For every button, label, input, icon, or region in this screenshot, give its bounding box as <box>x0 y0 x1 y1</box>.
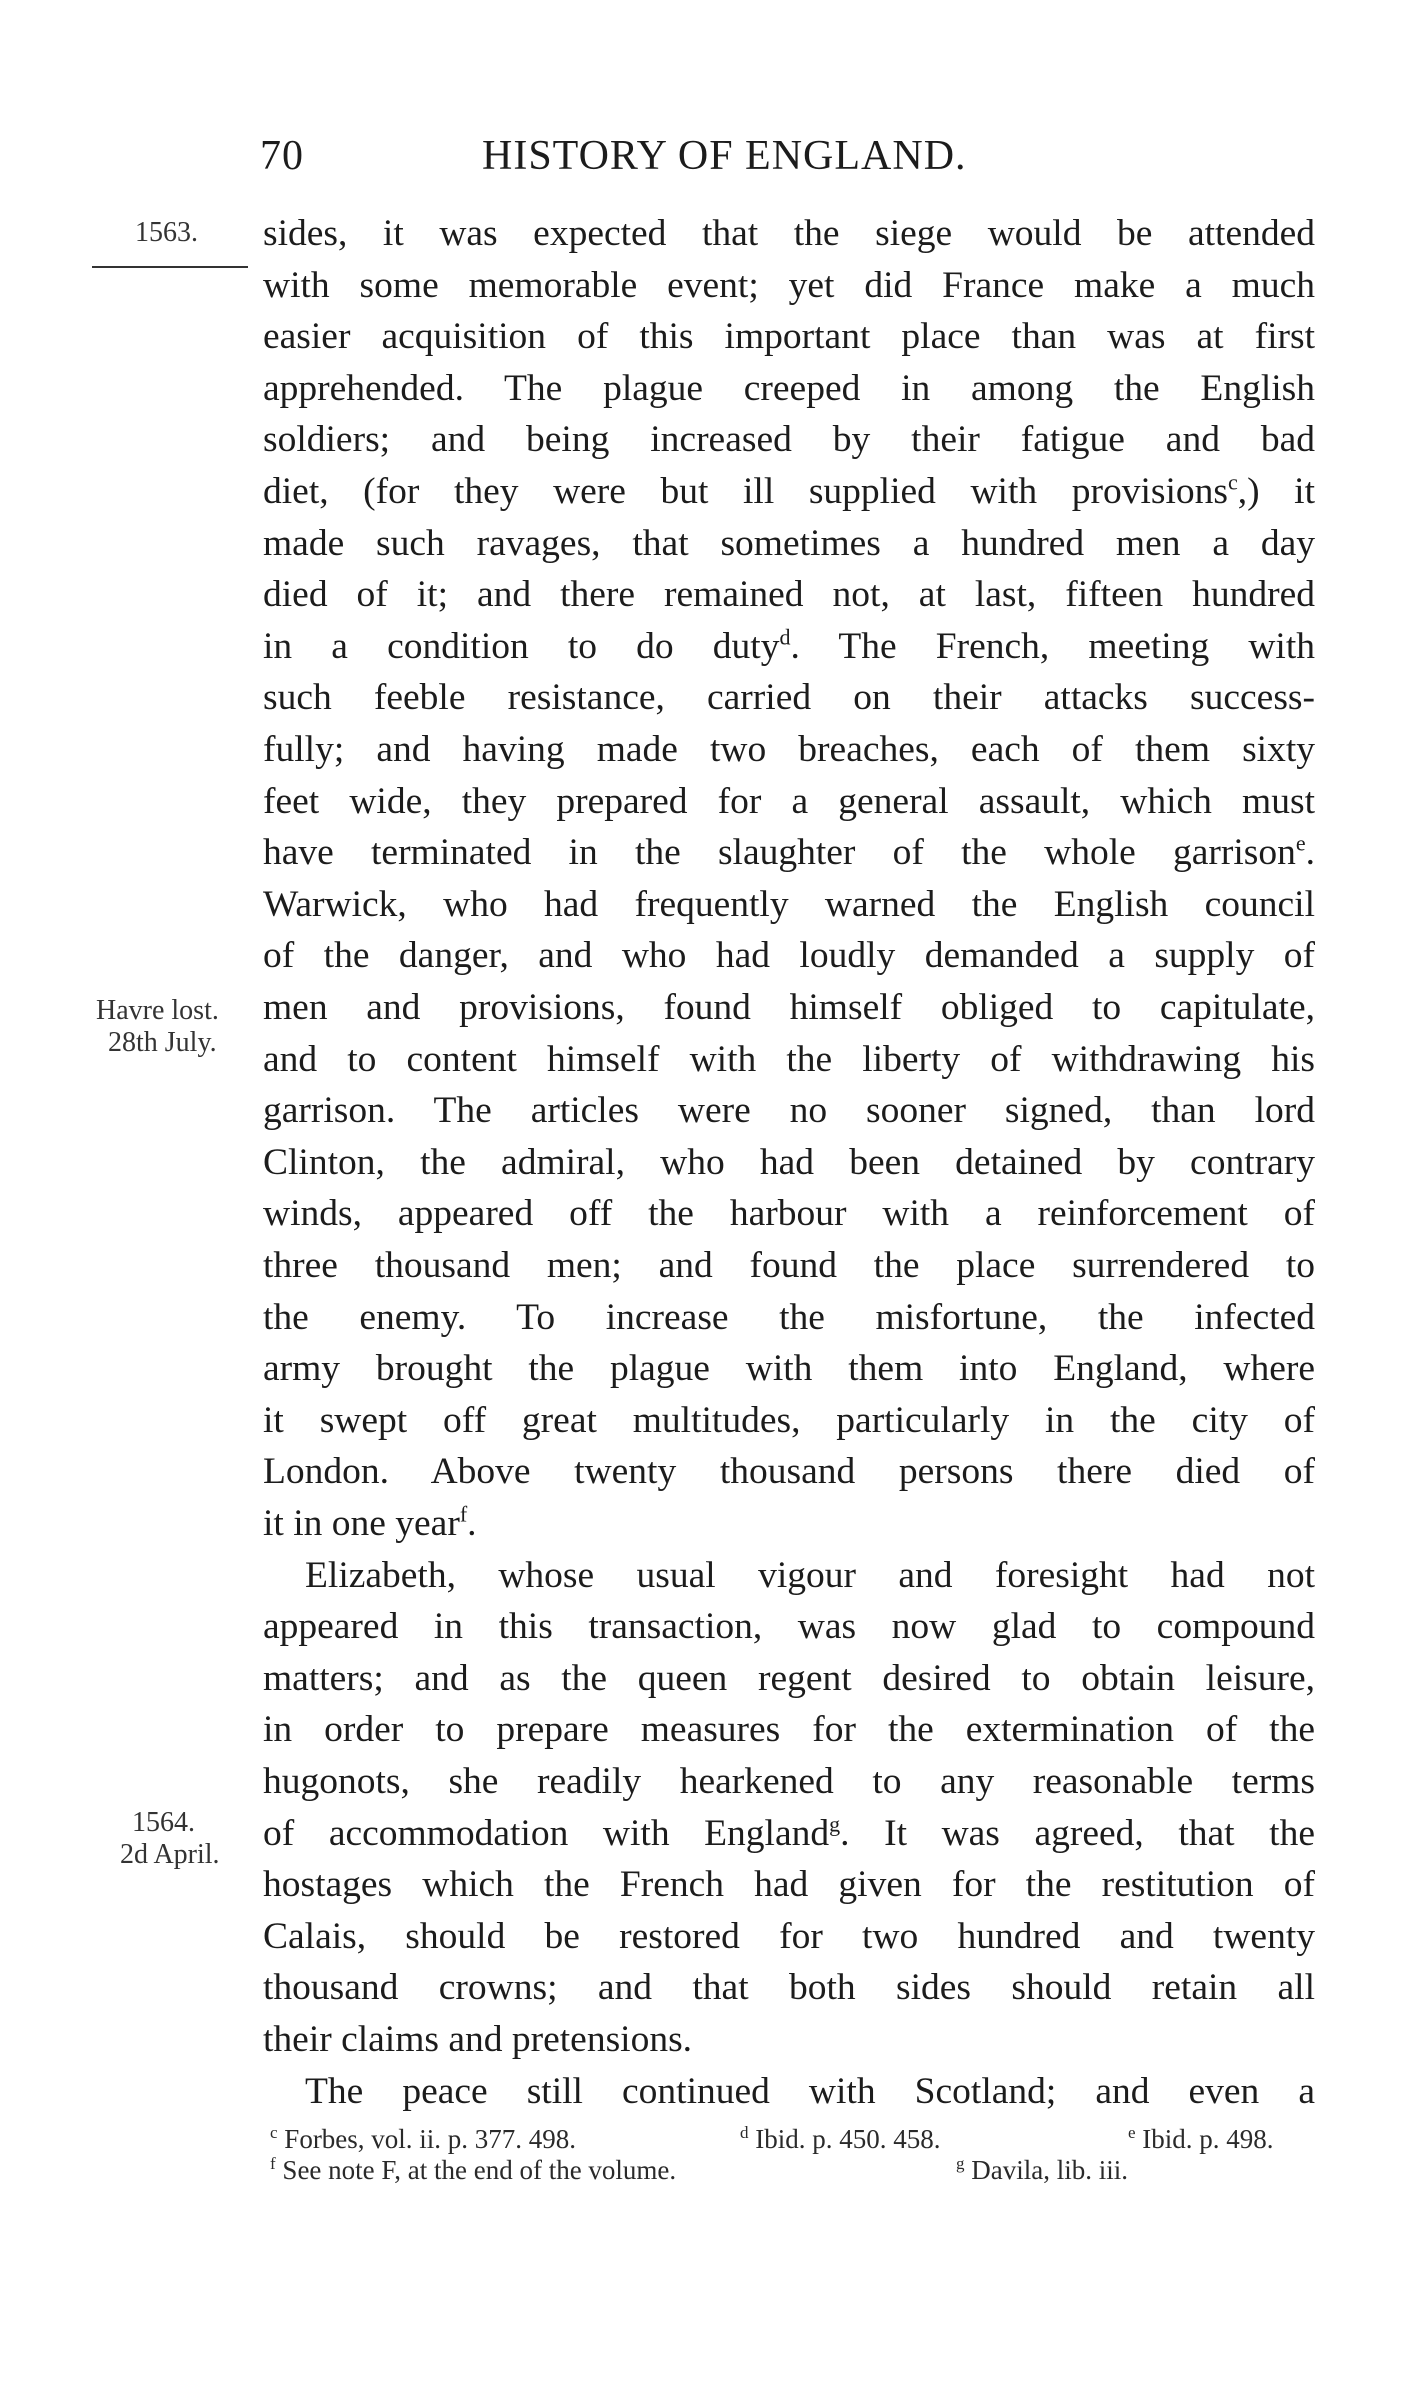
text-line: garrison. The articles were no sooner signed, than lord <box>263 1090 1315 1132</box>
text-line: have terminated in the slaughter of the whole garrison$^e$. <box>263 830 1315 874</box>
text-line: soldiers; and being increased by their fatigue and bad <box>263 419 1315 461</box>
text-line: such feeble resistance, carried on their attacks success- <box>263 677 1315 719</box>
text-line: hostages which the French had given for the restitution of <box>263 1864 1315 1906</box>
text-line: with some memorable event; yet did France make a much <box>263 264 1315 306</box>
footnote-row <box>270 2155 1320 2186</box>
text-line: Warwick, who had frequently warned the English council <box>263 883 1315 925</box>
text-line: men and provisions, found himself obliged to capitulate, <box>263 987 1315 1028</box>
footnote-d: $^d$ Ibid. p. 450. 458. <box>740 2123 941 2154</box>
footnote-ref-e: e <box>1295 830 1306 856</box>
footnote-ref-f: f <box>459 1501 468 1527</box>
text-line: apprehended. The plague creeped in among the English <box>263 367 1315 409</box>
text-line: Clinton, the admiral, who had been detained by contrary <box>263 1141 1315 1183</box>
text-line: made such ravages, that sometimes a hundred men a day <box>263 522 1315 564</box>
text-line: easier acquisition of this important place than was at first <box>263 316 1315 358</box>
text-line: Elizabeth, whose usual vigour and foresight had not <box>305 1554 1315 1596</box>
text-line: and to content himself with the liberty of withdrawing his <box>263 1038 1315 1080</box>
text-line: thousand crowns; and that both sides should retain all <box>263 1967 1315 2009</box>
footnotes <box>270 2124 1320 2186</box>
text-line: fully; and having made two breaches, each of them sixty <box>263 729 1315 770</box>
margin-note-april-date: 2d April. <box>120 1839 220 1870</box>
text-line: appeared in this transaction, was now glad to compound <box>263 1606 1315 1648</box>
page-number: 70 <box>260 133 304 179</box>
margin-rule <box>92 266 248 268</box>
text-line: of the danger, and who had loudly demanded a supply of <box>263 935 1315 977</box>
footnote-g: $^g$ Davila, lib. iii. <box>956 2154 1128 2185</box>
margin-year-1564: 1564. <box>132 1807 195 1838</box>
margin-note-havre-lost: Havre lost. <box>96 995 219 1026</box>
footnote-ref-d: d <box>779 624 791 650</box>
text-line: diet, (for they were but ill supplied with provisions$^c$,) it <box>263 469 1316 512</box>
text-line: winds, appeared off the harbour with a reinforcement of <box>263 1193 1315 1235</box>
text-line: it swept off great multitudes, particularly in the city of <box>263 1399 1315 1441</box>
text-line: the enemy. To increase the misfortune, the infected <box>263 1296 1315 1338</box>
text-line: army brought the plague with them into England, where <box>263 1348 1315 1390</box>
text-line: in a condition to do duty$^d$. The French, meeting with <box>263 624 1315 667</box>
margin-note-havre-date: 28th July. <box>108 1027 217 1058</box>
footnote-f: $^f$ See note F, at the end of the volume. <box>270 2154 677 2185</box>
footnote-row <box>270 2124 1320 2155</box>
footnote-ref-g: g <box>829 1811 841 1837</box>
footnote-ref-c: c <box>1227 469 1238 495</box>
footnote-e: $^e$ Ibid. p. 498. <box>1128 2123 1274 2154</box>
text-line: their claims and pretensions. <box>263 2019 693 2060</box>
text-line: died of it; and there remained not, at last, fifteen hundred <box>263 574 1315 616</box>
text-line: London. Above twenty thousand persons there died of <box>263 1451 1315 1493</box>
text-line: in order to prepare measures for the extermination of the <box>263 1709 1315 1751</box>
page-title: HISTORY OF ENGLAND. <box>482 133 967 179</box>
text-line: of accommodation with England$^g$. It was agreed, that the <box>263 1811 1315 1854</box>
text-line: hugonots, she readily hearkened to any reasonable terms <box>263 1761 1315 1802</box>
footnote-c: $^c$ Forbes, vol. ii. p. 377. 498. <box>270 2123 577 2154</box>
text-line: Calais, should be restored for two hundred and twenty <box>263 1915 1315 1957</box>
text-line: The peace still continued with Scotland; and even a <box>305 2070 1315 2112</box>
text-line: three thousand men; and found the place surrendered to <box>263 1245 1315 1286</box>
text-line: it in one year$^f$. <box>263 1501 477 1544</box>
text-line: matters; and as the queen regent desired to obtain leisure, <box>263 1657 1315 1699</box>
margin-year-1563: 1563. <box>135 217 198 248</box>
text-line: feet wide, they prepared for a general assault, which must <box>263 780 1315 822</box>
text-line: sides, it was expected that the siege would be attended <box>263 213 1315 254</box>
